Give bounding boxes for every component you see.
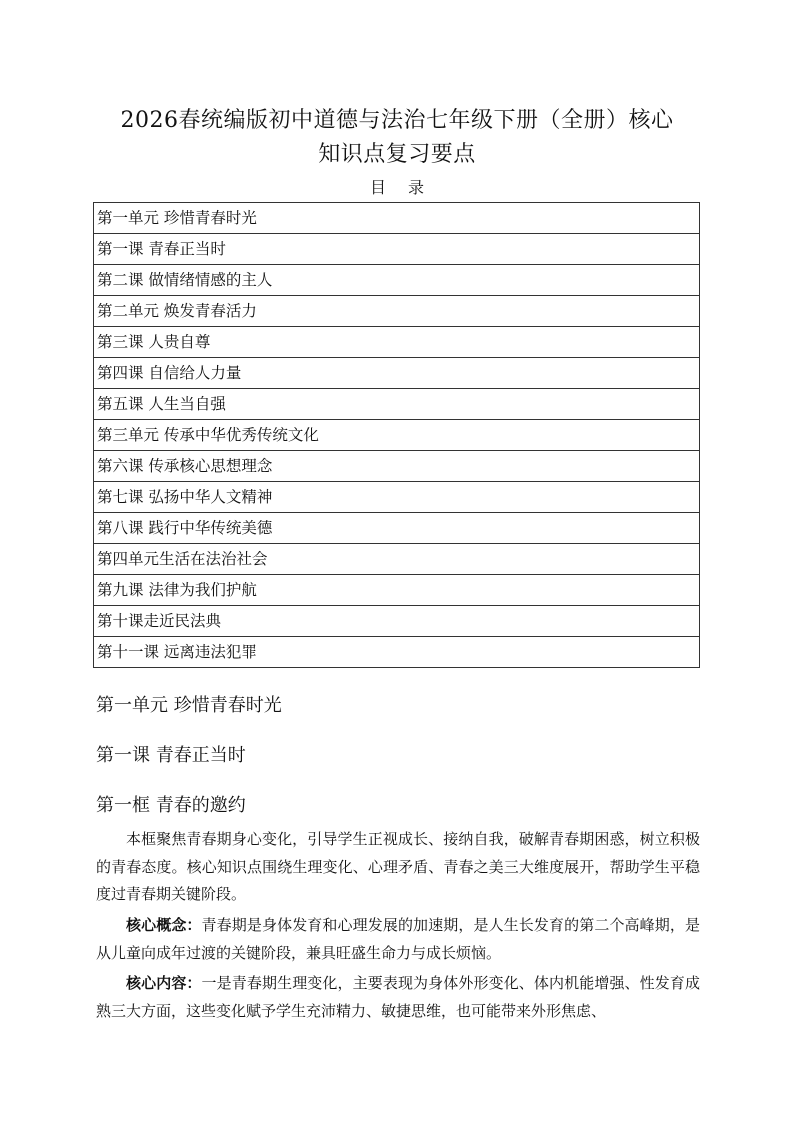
toc-row <box>94 265 700 296</box>
toc-row <box>94 575 700 606</box>
toc-entry-lesson-2: 第二课 做情绪情感的主人 <box>94 265 700 296</box>
toc-row <box>94 451 700 482</box>
toc-entry-lesson-10: 第十课走近民法典 <box>94 606 700 637</box>
toc-row <box>94 203 700 234</box>
toc-row <box>94 482 700 513</box>
core-content-text: 一是青春期生理变化，主要表现为身体外形变化、体内机能增强、性发育成熟三大方面，这些变化赋予学生充沛精力、敏捷思维，也可能带来外形焦虑、 <box>96 974 700 1020</box>
toc-entry-lesson-4: 第四课 自信给人力量 <box>94 358 700 389</box>
toc-row <box>94 513 700 544</box>
toc-row <box>94 389 700 420</box>
toc-entry-lesson-6: 第六课 传承核心思想理念 <box>94 451 700 482</box>
core-concept-text: 青春期是身体发育和心理发展的加速期，是人生长发育的第二个高峰期，是从儿童向成年过渡的关键阶段，兼具旺盛生命力与成长烦恼。 <box>96 916 700 962</box>
toc-row <box>94 296 700 327</box>
toc-entry-lesson-11: 第十一课 远离违法犯罪 <box>94 637 700 668</box>
core-content-paragraph <box>96 970 700 1025</box>
toc-entry-lesson-8: 第八课 践行中华传统美德 <box>94 513 700 544</box>
toc-row <box>94 234 700 265</box>
unit-heading: 第一单元 珍惜青春时光 <box>96 695 282 716</box>
toc-entry-unit-2: 第二单元 焕发青春活力 <box>94 296 700 327</box>
toc-entry-lesson-3: 第三课 人贵自尊 <box>94 327 700 358</box>
core-concept-label: 核心概念： <box>126 916 202 934</box>
toc-entry-lesson-1: 第一课 青春正当时 <box>94 234 700 265</box>
document-title-line-2: 知识点复习要点 <box>318 142 476 167</box>
toc-heading: 目录 <box>369 178 446 197</box>
toc-row <box>94 544 700 575</box>
toc-entry-lesson-7: 第七课 弘扬中华人文精神 <box>94 482 700 513</box>
toc-row <box>94 606 700 637</box>
toc-row <box>94 327 700 358</box>
core-content-label: 核心内容： <box>126 974 202 992</box>
toc-row <box>94 637 700 668</box>
toc-row <box>94 358 700 389</box>
toc-row <box>94 420 700 451</box>
intro-paragraph: 本框聚焦青春期身心变化，引导学生正视成长、接纳自我，破解青春期困惑，树立积极的青春态度。核心知识点围绕生理变化、心理矛盾、青春之美三大维度展开，帮助学生平稳度过青春期关键阶段。 <box>96 830 700 903</box>
lesson-heading: 第一课 青春正当时 <box>96 745 246 766</box>
toc-entry-lesson-5: 第五课 人生当自强 <box>94 389 700 420</box>
toc-entry-unit-1: 第一单元 珍惜青春时光 <box>94 203 700 234</box>
document-title-line-1: 2026春统编版初中道德与法治七年级下册（全册）核心 <box>120 108 674 133</box>
toc-entry-unit-4: 第四单元生活在法治社会 <box>94 544 700 575</box>
toc-entry-unit-3: 第三单元 传承中华优秀传统文化 <box>94 420 700 451</box>
frame-heading: 第一框 青春的邀约 <box>96 795 246 816</box>
toc-entry-lesson-9: 第九课 法律为我们护航 <box>94 575 700 606</box>
toc-table <box>93 202 700 668</box>
core-concept-paragraph <box>96 912 700 967</box>
